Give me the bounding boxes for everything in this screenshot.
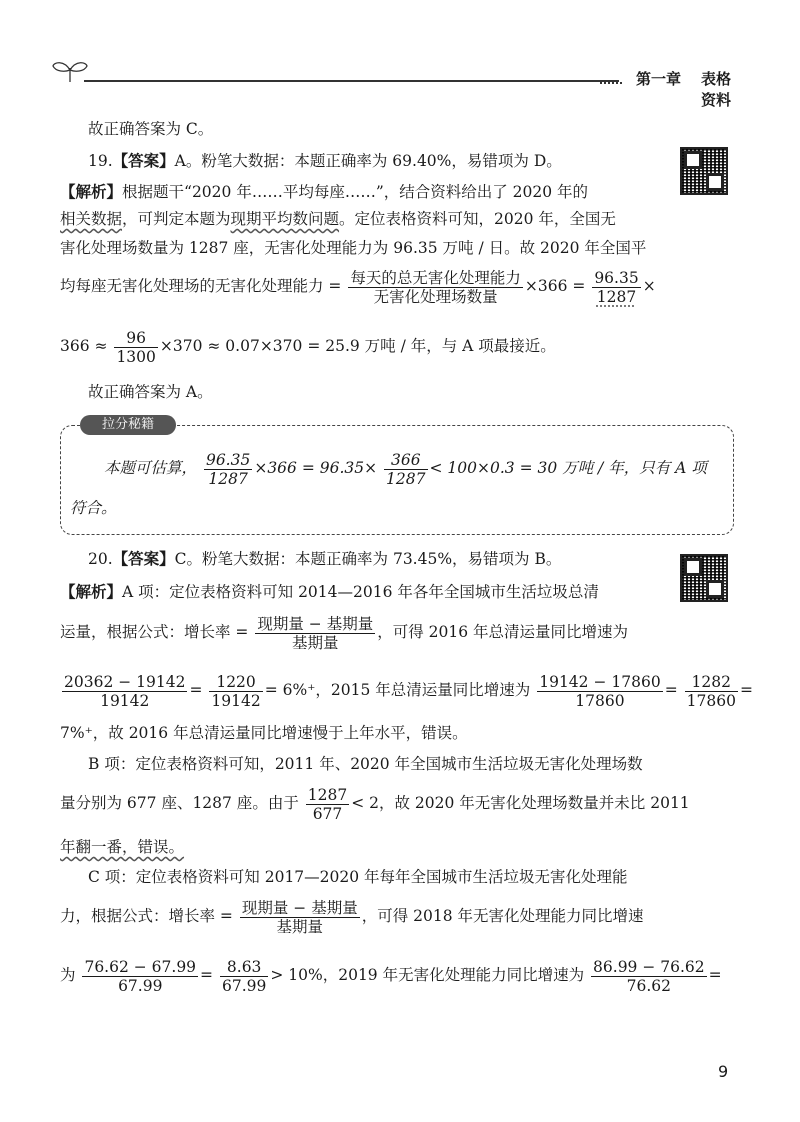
tip-frac1-denominator: 1287 [208, 469, 248, 488]
q20-c-growth-numerator: 现期量 − 基期量 [241, 898, 358, 917]
q19-frac1-denominator: 无害化处理场数量 [373, 287, 498, 306]
q20-c-eq1: = [200, 966, 214, 984]
q20-answer-line [88, 548, 561, 570]
q20-a-frac4-numerator: 1282 [685, 673, 738, 692]
tip-frac1-numerator: 96.35 [205, 450, 251, 469]
q20-a-l2 [60, 612, 628, 652]
q19-highlight-related-data: 相关数据 [60, 210, 123, 228]
q18-conclusion: 故正确答案为 C。 [88, 120, 214, 138]
q20-c-frac2-numerator: 8.63 [220, 958, 268, 977]
tip-post: < 100×0.3 = 30 万吨 / 年，只有 A 项 [429, 459, 707, 477]
q19-frac3-numerator: 96 [114, 329, 157, 348]
q20-a-frac3 [537, 673, 662, 710]
section-label: 表格资料 [701, 70, 732, 109]
q20-a-frac4 [685, 673, 738, 710]
tip-fraction1 [204, 451, 252, 488]
q20-a-formula-prefix: 运量，根据公式：增长率 = [60, 623, 249, 641]
q19-frac2-numerator: 96.35 [594, 268, 639, 287]
q20-a-frac1-denominator: 19142 [100, 691, 150, 710]
tip-label: 拉分秘籍 [80, 415, 176, 435]
q19-analysis-l4 [60, 266, 656, 306]
q20-a-frac2-denominator: 19142 [211, 691, 261, 710]
q20-growth-numerator: 现期量 − 基期量 [257, 614, 374, 633]
q20-c-frac1-denominator: 67.99 [118, 976, 163, 995]
q20-a-l1 [60, 581, 599, 603]
q19-answer-tag: 【答案】 [112, 151, 175, 170]
q19-frac1-numerator: 每天的总无害化处理能力 [350, 268, 521, 287]
q20-b-frac-numerator: 1287 [307, 785, 348, 804]
q20-c-frac2 [220, 958, 268, 995]
q20-a-eq1: = [189, 681, 203, 699]
q20-b-l3: 年翻一番，错误。 [60, 838, 185, 856]
q20-a-frac3-denominator: 17860 [575, 691, 625, 710]
q20-a-frac2-numerator: 1220 [209, 673, 262, 692]
q19-analysis-text1: 根据题干“2020 年……平均每座……”，结合资料给出了 2020 年的 [122, 183, 589, 201]
tip-line1 [104, 448, 707, 488]
header [40, 58, 740, 109]
q20-a-mid: = 6%⁺，2015 年总清运量同比增速为 [264, 681, 531, 699]
q19-fraction-approx [114, 329, 157, 366]
q19-highlight-problem-type: 现期平均数问题 [230, 210, 340, 228]
q20-c-l2 [60, 896, 644, 936]
q20-a-text1: A 项：定位表格资料可知 2014—2016 年各年全国城市生活垃圾总清 [122, 583, 599, 601]
q19-formula-tail: × [642, 277, 656, 295]
q20-a-frac2 [209, 673, 262, 710]
q20-a-l3 [60, 670, 753, 710]
q20-c-frac1-numerator: 76.62 − 67.99 [84, 957, 197, 976]
q19-fraction-values [592, 269, 640, 306]
q20-b-prefix: 量分别为 677 座、1287 座。由于 [60, 794, 299, 812]
q20-answer-tag: 【答案】 [112, 549, 175, 568]
q20-b-l1: B 项：定位表格资料可知，2011 年、2020 年全国城市生活垃圾无害化处理场数 [88, 755, 643, 773]
qr-code-q19[interactable] [680, 147, 728, 195]
tip-frac2-numerator: 366 [384, 451, 427, 470]
q20-answer-text: C。粉笔大数据：本题正确率为 73.45%，易错项为 B。 [174, 550, 562, 568]
q20-growth-denominator: 基期量 [292, 633, 339, 652]
q19-answer-line [88, 150, 562, 172]
q20-a-eq2: = [664, 681, 678, 699]
q19-approx-prefix: 366 ≈ [60, 337, 108, 355]
q20-b-post: < 2，故 2020 年无害化处理场数量并未比 2011 [351, 794, 690, 812]
q19-analysis-tag: 【解析】 [60, 182, 123, 201]
tip-line2: 符合。 [70, 499, 117, 517]
q19-number: 19. [88, 152, 113, 170]
q20-c-frac3-denominator: 76.62 [626, 976, 672, 995]
q20-c-growth-formula [240, 899, 360, 936]
q20-c-frac1 [82, 958, 198, 995]
q19-formula-prefix: 均每座无害化处理场的无害化处理能力 = [60, 277, 342, 295]
q20-b-frac-denominator: 677 [312, 804, 343, 823]
q20-c-l3 [60, 955, 722, 995]
q19-answer-text: A。粉笔大数据：本题正确率为 69.40%，易错项为 D。 [174, 152, 562, 170]
q20-c-post: ，可得 2018 年无害化处理能力同比增速 [361, 907, 644, 925]
q19-conclusion: 故正确答案为 A。 [88, 383, 213, 401]
chapter-label: 第一章 [636, 70, 682, 88]
q19-formula-mid: ×366 = [524, 277, 586, 295]
q20-growth-formula [255, 615, 375, 652]
tip-prefix: 本题可估算， [104, 459, 198, 477]
q20-a-frac1-numerator: 20362 − 19142 [64, 672, 186, 691]
tip-frac2-denominator: 1287 [386, 469, 426, 488]
q19-analysis-text2b: ，可判定本题为 [122, 210, 231, 228]
q20-c-frac3 [591, 958, 707, 995]
q19-frac3-denominator: 1300 [116, 347, 156, 366]
q20-a-eq3: = [739, 681, 753, 699]
q19-fraction-capacity [348, 269, 523, 306]
q20-c-frac3-numerator: 86.99 − 76.62 [593, 957, 705, 976]
tip-mid: ×366 = 96.35× [254, 459, 378, 477]
q19-analysis-text2d: 。定位表格资料可知，2020 年，全国无 [339, 210, 616, 228]
q20-c-eq2: = [708, 966, 722, 984]
q19-analysis-l2 [60, 208, 616, 230]
q20-c-mid: > 10%，2019 年无害化处理能力同比增速为 [270, 966, 585, 984]
header-rule [84, 80, 619, 82]
q20-number: 20. [88, 550, 113, 568]
q20-c-l3-prefix: 为 [60, 966, 76, 984]
tip-fraction2 [384, 451, 427, 488]
q19-approx-result: ×370 ≈ 0.07×370 = 25.9 万吨 / 年，与 A 项最接近。 [159, 337, 556, 355]
q20-a-l4: 7%⁺，故 2016 年总清运量同比增速慢于上年水平，错误。 [60, 724, 468, 742]
q20-a-frac3-numerator: 19142 − 17860 [539, 672, 661, 691]
q20-a-formula-post: ，可得 2016 年总清运量同比增速为 [377, 623, 629, 641]
q20-c-prefix: 力，根据公式：增长率 = [60, 907, 233, 925]
qr-code-q20[interactable] [680, 554, 728, 602]
q20-b-l2 [60, 783, 690, 823]
q20-c-frac2-denominator: 67.99 [221, 976, 267, 995]
q19-analysis-l1 [60, 181, 588, 203]
q20-b-frac [306, 786, 349, 823]
page-number: 9 [718, 1062, 729, 1081]
header-rule-dots [600, 76, 622, 84]
q20-c-growth-denominator: 基期量 [276, 917, 324, 936]
q19-analysis-l3: 害化处理场数量为 1287 座，无害化处理能力为 96.35 万吨 / 日。故 2020 年全国平 [60, 239, 647, 257]
q20-c-l1: C 项：定位表格资料可知 2017—2020 年每年全国城市生活垃圾无害化处理能 [88, 868, 628, 886]
q19-analysis-l5 [60, 326, 556, 366]
q20-a-frac4-denominator: 17860 [686, 691, 736, 710]
q19-frac2-denominator: 1287 [596, 287, 637, 306]
q20-analysis-tag: 【解析】 [60, 582, 123, 601]
q20-a-frac1 [62, 673, 187, 710]
